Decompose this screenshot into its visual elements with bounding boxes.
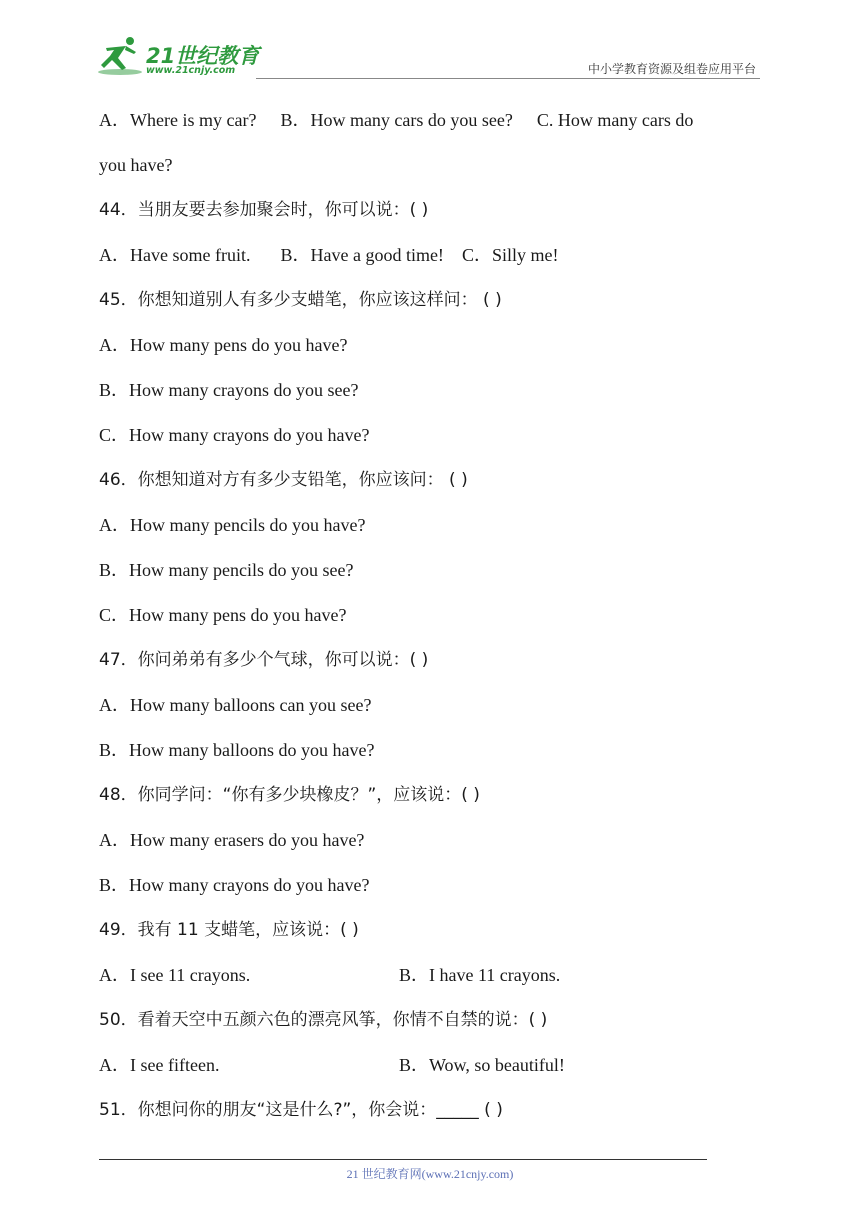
option-a: A．I see 11 crayons.: [99, 965, 251, 985]
header-divider: [256, 78, 760, 79]
option-a: A．How many pencils do you have?: [99, 515, 366, 535]
options-row-44: [99, 233, 769, 278]
option-c: C. How many cars do: [536, 110, 694, 130]
option-a: A．Where is my car?: [99, 110, 257, 130]
options-row-49: [99, 953, 769, 998]
footer-divider: [99, 1159, 707, 1160]
option-a: A．How many pens do you have?: [99, 335, 348, 355]
option-b: B．Have a good time!: [280, 245, 444, 265]
question-46: 46．你想知道对方有多少支铅笔，你应该问： ( ): [99, 470, 468, 490]
option-b: B．I have 11 crayons.: [399, 965, 561, 985]
option-c: C．How many crayons do you have?: [99, 425, 370, 445]
logo-text: 21世纪教育: [146, 44, 260, 68]
question-51: 51．你想问你的朋友“这是什么?”，你会说：_____ ( ): [99, 1100, 503, 1120]
option-a: A．How many erasers do you have?: [99, 830, 365, 850]
options-row-50: [99, 1043, 769, 1088]
option-c-continued: you have?: [99, 155, 173, 175]
question-45: 45．你想知道别人有多少支蜡笔，你应该这样问： ( ): [99, 290, 502, 310]
site-logo: [96, 34, 266, 78]
question-50: 50．看着天空中五颜六色的漂亮风筝，你情不自禁的说：( ): [99, 1010, 548, 1030]
option-a: A．I see fifteen.: [99, 1055, 220, 1075]
option-b: B．Wow, so beautiful!: [399, 1055, 565, 1075]
question-49: 49．我有 11 支蜡笔，应该说：( ): [99, 920, 359, 940]
option-b: B．How many crayons do you have?: [99, 875, 370, 895]
header-platform-text: 中小学教育资源及组卷应用平台: [587, 62, 756, 76]
option-b: B．How many balloons do you have?: [99, 740, 375, 760]
option-b: B．How many pencils do you see?: [99, 560, 354, 580]
logo-url: www.21cnjy.com: [146, 65, 236, 76]
runner-logo-icon: [96, 34, 146, 78]
footer-text: 21 世纪教育网(www.21cnjy.com): [346, 1167, 514, 1181]
page-header: [96, 30, 760, 80]
option-a: A．How many balloons can you see?: [99, 695, 372, 715]
question-47: 47．你问弟弟有多少个气球，你可以说：( ): [99, 650, 429, 670]
option-c: C．Silly me!: [461, 245, 559, 265]
question-list: [99, 98, 769, 1133]
option-b: B．How many cars do you see?: [280, 110, 513, 130]
options-row-43: [99, 98, 769, 143]
option-c: C．How many pens do you have?: [99, 605, 347, 625]
option-a: A．Have some fruit.: [99, 245, 251, 265]
question-48: 48．你同学问：“你有多少块橡皮？”，应该说：( ): [99, 785, 480, 805]
option-b: B．How many crayons do you see?: [99, 380, 359, 400]
question-44: 44．当朋友要去参加聚会时，你可以说：( ): [99, 200, 429, 220]
